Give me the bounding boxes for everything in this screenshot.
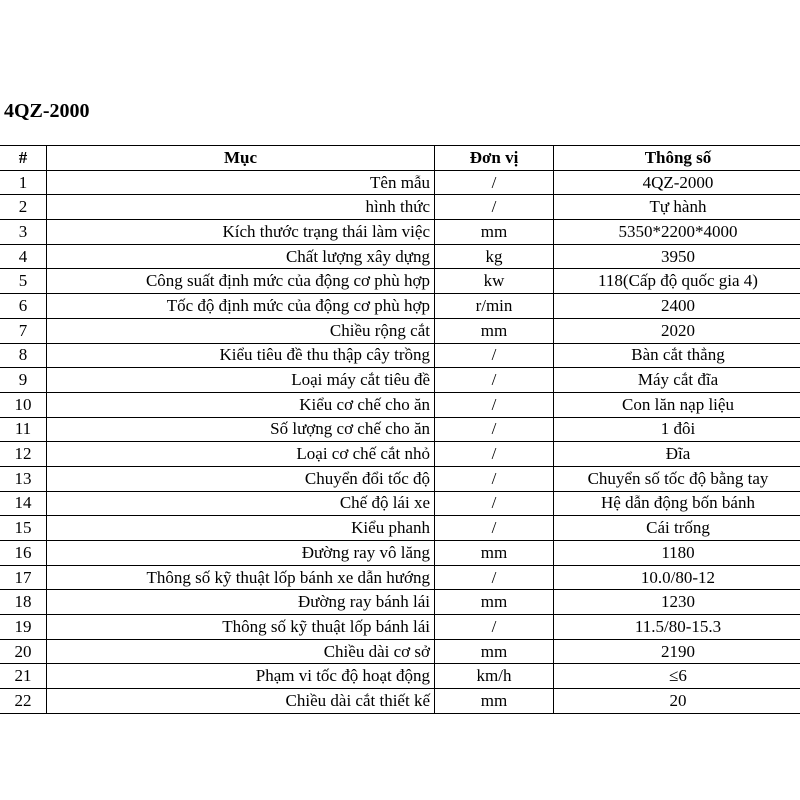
row-number: 7 bbox=[0, 318, 47, 343]
row-unit: / bbox=[435, 516, 554, 541]
row-item: Loại máy cắt tiêu đề bbox=[47, 368, 435, 393]
table-row bbox=[0, 294, 800, 319]
header-item: Mục bbox=[47, 146, 435, 171]
row-number: 14 bbox=[0, 491, 47, 516]
table-row bbox=[0, 491, 800, 516]
row-item: Chiều rộng cắt bbox=[47, 318, 435, 343]
row-value: ≤6 bbox=[554, 664, 800, 689]
table-row bbox=[0, 195, 800, 220]
row-item: hình thức bbox=[47, 195, 435, 220]
row-item: Phạm vi tốc độ hoạt động bbox=[47, 664, 435, 689]
table-row bbox=[0, 516, 800, 541]
row-value: 2190 bbox=[554, 639, 800, 664]
row-value: 118(Cấp độ quốc gia 4) bbox=[554, 269, 800, 294]
row-value: 2400 bbox=[554, 294, 800, 319]
row-unit: r/min bbox=[435, 294, 554, 319]
row-number: 11 bbox=[0, 417, 47, 442]
row-value: 1230 bbox=[554, 590, 800, 615]
row-item: Đường ray bánh lái bbox=[47, 590, 435, 615]
row-value: Đĩa bbox=[554, 442, 800, 467]
row-value: Máy cắt đĩa bbox=[554, 368, 800, 393]
row-item: Loại cơ chế cắt nhỏ bbox=[47, 442, 435, 467]
spec-table-body bbox=[0, 170, 800, 713]
row-unit: mm bbox=[435, 590, 554, 615]
table-row bbox=[0, 343, 800, 368]
row-item: Số lượng cơ chế cho ăn bbox=[47, 417, 435, 442]
row-number: 19 bbox=[0, 615, 47, 640]
row-item: Kích thước trạng thái làm việc bbox=[47, 220, 435, 245]
spec-table bbox=[0, 145, 800, 714]
table-row bbox=[0, 541, 800, 566]
row-unit: / bbox=[435, 565, 554, 590]
table-row bbox=[0, 170, 800, 195]
row-number: 17 bbox=[0, 565, 47, 590]
row-value: 1180 bbox=[554, 541, 800, 566]
table-row bbox=[0, 466, 800, 491]
row-number: 8 bbox=[0, 343, 47, 368]
row-unit: / bbox=[435, 442, 554, 467]
row-number: 6 bbox=[0, 294, 47, 319]
row-unit: mm bbox=[435, 220, 554, 245]
row-unit: kw bbox=[435, 269, 554, 294]
row-item: Đường ray vô lăng bbox=[47, 541, 435, 566]
row-unit: / bbox=[435, 615, 554, 640]
row-value: 2020 bbox=[554, 318, 800, 343]
table-row bbox=[0, 318, 800, 343]
spec-table-header bbox=[0, 146, 800, 171]
row-number: 21 bbox=[0, 664, 47, 689]
row-unit: mm bbox=[435, 318, 554, 343]
row-number: 10 bbox=[0, 392, 47, 417]
header-row bbox=[0, 146, 800, 171]
row-unit: mm bbox=[435, 689, 554, 714]
row-item: Chiều dài cắt thiết kế bbox=[47, 689, 435, 714]
table-row bbox=[0, 417, 800, 442]
row-number: 3 bbox=[0, 220, 47, 245]
row-value: 4QZ-2000 bbox=[554, 170, 800, 195]
row-unit: / bbox=[435, 170, 554, 195]
row-unit: / bbox=[435, 417, 554, 442]
row-number: 15 bbox=[0, 516, 47, 541]
row-unit: / bbox=[435, 343, 554, 368]
table-row bbox=[0, 565, 800, 590]
row-item: Chất lượng xây dựng bbox=[47, 244, 435, 269]
table-row bbox=[0, 244, 800, 269]
row-unit: mm bbox=[435, 541, 554, 566]
row-value: 3950 bbox=[554, 244, 800, 269]
table-row bbox=[0, 639, 800, 664]
row-number: 1 bbox=[0, 170, 47, 195]
row-item: Kiểu cơ chế cho ăn bbox=[47, 392, 435, 417]
row-value: Chuyển số tốc độ bằng tay bbox=[554, 466, 800, 491]
table-row bbox=[0, 220, 800, 245]
table-row bbox=[0, 689, 800, 714]
row-value: Hệ dẫn động bốn bánh bbox=[554, 491, 800, 516]
header-unit: Đơn vị bbox=[435, 146, 554, 171]
header-value: Thông số bbox=[554, 146, 800, 171]
row-number: 18 bbox=[0, 590, 47, 615]
row-item: Chế độ lái xe bbox=[47, 491, 435, 516]
row-unit: / bbox=[435, 195, 554, 220]
table-row bbox=[0, 392, 800, 417]
row-number: 5 bbox=[0, 269, 47, 294]
document-title: 4QZ-2000 bbox=[4, 100, 90, 122]
row-unit: kg bbox=[435, 244, 554, 269]
table-row bbox=[0, 590, 800, 615]
table-row bbox=[0, 269, 800, 294]
row-item: Thông số kỹ thuật lốp bánh lái bbox=[47, 615, 435, 640]
row-item: Chiều dài cơ sở bbox=[47, 639, 435, 664]
row-number: 2 bbox=[0, 195, 47, 220]
table-row bbox=[0, 615, 800, 640]
row-value: Tự hành bbox=[554, 195, 800, 220]
row-number: 12 bbox=[0, 442, 47, 467]
row-unit: / bbox=[435, 491, 554, 516]
row-value: Cái trống bbox=[554, 516, 800, 541]
row-number: 13 bbox=[0, 466, 47, 491]
row-value: Bàn cắt thẳng bbox=[554, 343, 800, 368]
row-value: 1 đôi bbox=[554, 417, 800, 442]
row-number: 16 bbox=[0, 541, 47, 566]
row-item: Tốc độ định mức của động cơ phù hợp bbox=[47, 294, 435, 319]
row-item: Công suất định mức của động cơ phù hợp bbox=[47, 269, 435, 294]
row-item: Thông số kỹ thuật lốp bánh xe dẫn hướng bbox=[47, 565, 435, 590]
row-item: Tên mẫu bbox=[47, 170, 435, 195]
row-value: 11.5/80-15.3 bbox=[554, 615, 800, 640]
row-value: 10.0/80-12 bbox=[554, 565, 800, 590]
header-number: # bbox=[0, 146, 47, 171]
row-value: 20 bbox=[554, 689, 800, 714]
row-unit: km/h bbox=[435, 664, 554, 689]
row-item: Chuyển đổi tốc độ bbox=[47, 466, 435, 491]
row-unit: / bbox=[435, 368, 554, 393]
row-unit: / bbox=[435, 392, 554, 417]
table-row bbox=[0, 442, 800, 467]
row-value: 5350*2200*4000 bbox=[554, 220, 800, 245]
row-number: 4 bbox=[0, 244, 47, 269]
row-number: 9 bbox=[0, 368, 47, 393]
row-number: 20 bbox=[0, 639, 47, 664]
row-value: Con lăn nạp liệu bbox=[554, 392, 800, 417]
row-item: Kiểu phanh bbox=[47, 516, 435, 541]
row-unit: mm bbox=[435, 639, 554, 664]
row-number: 22 bbox=[0, 689, 47, 714]
row-unit: / bbox=[435, 466, 554, 491]
table-row bbox=[0, 368, 800, 393]
row-item: Kiểu tiêu đề thu thập cây trồng bbox=[47, 343, 435, 368]
table-row bbox=[0, 664, 800, 689]
